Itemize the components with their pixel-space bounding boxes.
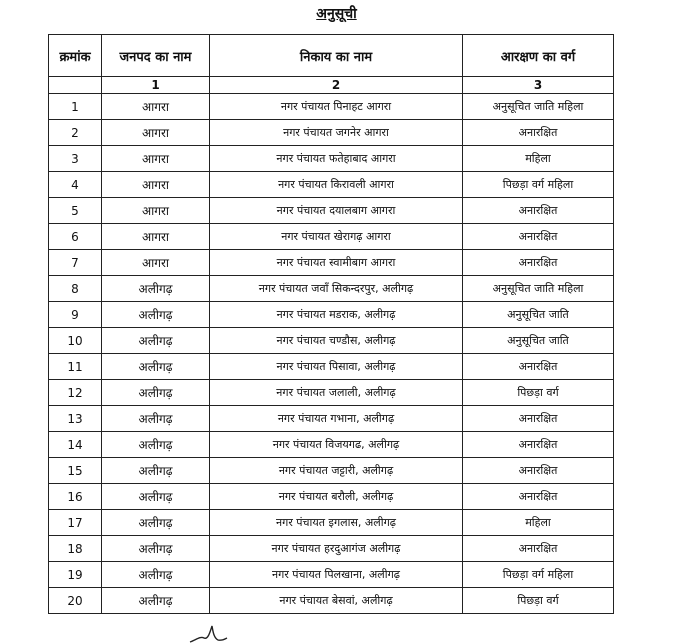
cell-category: पिछड़ा वर्ग महिला xyxy=(463,172,614,198)
cell-serial: 13 xyxy=(49,406,102,432)
table-row xyxy=(49,380,614,406)
table-row xyxy=(49,484,614,510)
column-number-district: 1 xyxy=(102,77,210,94)
cell-serial: 6 xyxy=(49,224,102,250)
table-row xyxy=(49,250,614,276)
cell-serial: 15 xyxy=(49,458,102,484)
cell-body-name: नगर पंचायत खेरागढ़ आगरा xyxy=(210,224,463,250)
cell-category: अनुसूचित जाति xyxy=(463,302,614,328)
table-row xyxy=(49,328,614,354)
table-row xyxy=(49,94,614,120)
cell-district: आगरा xyxy=(102,120,210,146)
cell-serial: 16 xyxy=(49,484,102,510)
cell-body-name: नगर पंचायत पिनाहट आगरा xyxy=(210,94,463,120)
cell-serial: 14 xyxy=(49,432,102,458)
cell-body-name: नगर पंचायत जगनेर आगरा xyxy=(210,120,463,146)
cell-district: अलीगढ़ xyxy=(102,458,210,484)
cell-district: अलीगढ़ xyxy=(102,354,210,380)
cell-category: अनारक्षित xyxy=(463,432,614,458)
cell-body-name: नगर पंचायत इगलास, अलीगढ़ xyxy=(210,510,463,536)
table-row xyxy=(49,276,614,302)
cell-district: अलीगढ़ xyxy=(102,380,210,406)
cell-district: आगरा xyxy=(102,146,210,172)
cell-body-name: नगर पंचायत विजयगढ, अलीगढ़ xyxy=(210,432,463,458)
cell-category: अनारक्षित xyxy=(463,484,614,510)
header-district: जनपद का नाम xyxy=(102,35,210,77)
cell-district: अलीगढ़ xyxy=(102,510,210,536)
cell-serial: 12 xyxy=(49,380,102,406)
cell-body-name: नगर पंचायत मडराक, अलीगढ़ xyxy=(210,302,463,328)
cell-body-name: नगर पंचायत जट्टारी, अलीगढ़ xyxy=(210,458,463,484)
cell-body-name: नगर पंचायत बेसवां, अलीगढ़ xyxy=(210,588,463,614)
table-row xyxy=(49,510,614,536)
table-row xyxy=(49,432,614,458)
cell-district: अलीगढ़ xyxy=(102,302,210,328)
header-body: निकाय का नाम xyxy=(210,35,463,77)
cell-category: अनुसूचित जाति महिला xyxy=(463,94,614,120)
cell-category: अनारक्षित xyxy=(463,250,614,276)
cell-district: आगरा xyxy=(102,198,210,224)
cell-body-name: नगर पंचायत चण्डौस, अलीगढ़ xyxy=(210,328,463,354)
cell-district: अलीगढ़ xyxy=(102,276,210,302)
table-row xyxy=(49,354,614,380)
cell-category: अनारक्षित xyxy=(463,458,614,484)
cell-category: अनुसूचित जाति xyxy=(463,328,614,354)
column-number-body: 2 xyxy=(210,77,463,94)
cell-category: अनारक्षित xyxy=(463,198,614,224)
cell-serial: 1 xyxy=(49,94,102,120)
column-number-serial xyxy=(49,77,102,94)
cell-body-name: नगर पंचायत दयालबाग आगरा xyxy=(210,198,463,224)
cell-category: पिछड़ा वर्ग xyxy=(463,588,614,614)
cell-category: अनारक्षित xyxy=(463,354,614,380)
cell-category: अनारक्षित xyxy=(463,224,614,250)
cell-body-name: नगर पंचायत हरदुआगंज अलीगढ़ xyxy=(210,536,463,562)
cell-serial: 2 xyxy=(49,120,102,146)
table-row xyxy=(49,198,614,224)
header-serial: क्रमांक xyxy=(49,35,102,77)
cell-district: आगरा xyxy=(102,250,210,276)
cell-serial: 17 xyxy=(49,510,102,536)
cell-body-name: नगर पंचायत फतेहाबाद आगरा xyxy=(210,146,463,172)
cell-serial: 18 xyxy=(49,536,102,562)
cell-serial: 20 xyxy=(49,588,102,614)
table-row xyxy=(49,172,614,198)
cell-district: अलीगढ़ xyxy=(102,562,210,588)
cell-body-name: नगर पंचायत पिलखाना, अलीगढ़ xyxy=(210,562,463,588)
cell-district: अलीगढ़ xyxy=(102,432,210,458)
document-title-text: अनुसूची xyxy=(316,6,357,22)
table-row xyxy=(49,458,614,484)
cell-body-name: नगर पंचायत पिसावा, अलीगढ़ xyxy=(210,354,463,380)
cell-category: महिला xyxy=(463,146,614,172)
cell-category: अनारक्षित xyxy=(463,536,614,562)
cell-body-name: नगर पंचायत बरौली, अलीगढ़ xyxy=(210,484,463,510)
cell-category: पिछड़ा वर्ग महिला xyxy=(463,562,614,588)
cell-serial: 9 xyxy=(49,302,102,328)
cell-serial: 7 xyxy=(49,250,102,276)
table-body xyxy=(49,94,614,614)
cell-district: अलीगढ़ xyxy=(102,328,210,354)
cell-serial: 3 xyxy=(49,146,102,172)
cell-serial: 10 xyxy=(49,328,102,354)
cell-serial: 4 xyxy=(49,172,102,198)
cell-body-name: नगर पंचायत जवाँ सिकन्दरपुर, अलीगढ़ xyxy=(210,276,463,302)
cell-district: अलीगढ़ xyxy=(102,406,210,432)
cell-category: महिला xyxy=(463,510,614,536)
table-header-row xyxy=(49,35,614,77)
table-row xyxy=(49,224,614,250)
document-title xyxy=(0,4,673,23)
cell-district: अलीगढ़ xyxy=(102,588,210,614)
column-number-category: 3 xyxy=(463,77,614,94)
table-row xyxy=(49,302,614,328)
cell-category: पिछड़ा वर्ग xyxy=(463,380,614,406)
table-row xyxy=(49,120,614,146)
cell-serial: 8 xyxy=(49,276,102,302)
cell-serial: 11 xyxy=(49,354,102,380)
cell-category: अनारक्षित xyxy=(463,120,614,146)
cell-district: आगरा xyxy=(102,224,210,250)
table-row xyxy=(49,406,614,432)
table-row xyxy=(49,536,614,562)
cell-serial: 19 xyxy=(49,562,102,588)
table-row xyxy=(49,588,614,614)
cell-body-name: नगर पंचायत गभाना, अलीगढ़ xyxy=(210,406,463,432)
cell-district: आगरा xyxy=(102,94,210,120)
cell-district: आगरा xyxy=(102,172,210,198)
cell-category: अनुसूचित जाति महिला xyxy=(463,276,614,302)
cell-district: अलीगढ़ xyxy=(102,536,210,562)
table-row xyxy=(49,562,614,588)
cell-district: अलीगढ़ xyxy=(102,484,210,510)
table-row xyxy=(49,146,614,172)
cell-body-name: नगर पंचायत स्वामीबाग आगरा xyxy=(210,250,463,276)
table-column-number-row xyxy=(49,77,614,94)
cell-body-name: नगर पंचायत किरावली आगरा xyxy=(210,172,463,198)
cell-serial: 5 xyxy=(49,198,102,224)
reservation-table xyxy=(48,34,614,614)
cell-body-name: नगर पंचायत जलाली, अलीगढ़ xyxy=(210,380,463,406)
cell-category: अनारक्षित xyxy=(463,406,614,432)
signature-mark xyxy=(188,622,228,644)
header-category: आरक्षण का वर्ग xyxy=(463,35,614,77)
